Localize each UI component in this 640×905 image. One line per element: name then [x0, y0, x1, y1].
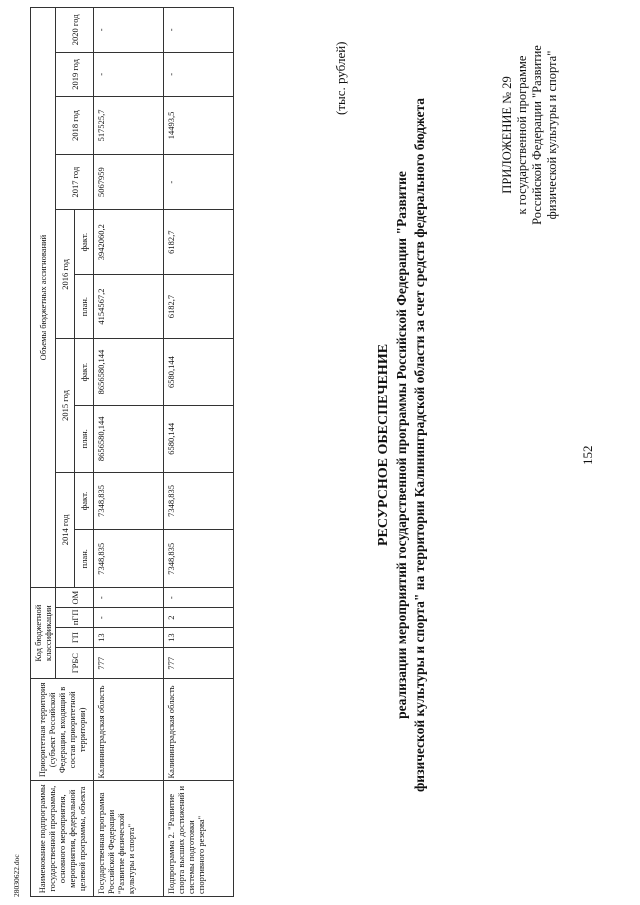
row-2018: 14493,5: [164, 97, 234, 155]
row-pgp: 2: [164, 608, 234, 628]
row-gp: 13: [164, 628, 234, 648]
table-row: [164, 8, 234, 897]
header-2017: 2017 год: [56, 154, 94, 210]
header-territory: Приоритетная территория (субъект Российской Федерации, входящий в состав приоритетной территории): [31, 679, 94, 781]
row-territory: Калининградская область: [94, 679, 164, 781]
title-line-1: РЕСУРСНОЕ ОБЕСПЕЧЕНИЕ: [376, 343, 391, 547]
title-line-2: реализации мероприятий государственной программы Российской Федерации "Развитие: [394, 171, 409, 719]
row-2017: -: [164, 154, 234, 210]
row-om: -: [164, 588, 234, 608]
units-label: (тыс. рублей): [333, 41, 348, 115]
header-row-1: [31, 8, 56, 897]
row-plan-2014: 7348,835: [164, 530, 234, 588]
header-grbs: ГРБС: [56, 648, 94, 679]
header-fact-2016: факт.: [75, 210, 94, 274]
header-gp: ГП: [56, 628, 94, 648]
row-2019: -: [164, 52, 234, 96]
header-plan-2014: план.: [75, 530, 94, 588]
header-2016: 2016 год: [56, 210, 75, 339]
row-fact-2015: 8656580,144: [94, 339, 164, 406]
header-allocations: Объемы бюджетных ассигнований: [31, 8, 56, 588]
row-plan-2015: 8656580,144: [94, 405, 164, 472]
row-grbs: 777: [164, 648, 234, 679]
row-territory: Калининградская область: [164, 679, 234, 781]
row-fact-2014: 7348,835: [94, 472, 164, 530]
header-2015: 2015 год: [56, 339, 75, 472]
row-plan-2016: 4154567,2: [94, 274, 164, 338]
row-2019: -: [94, 52, 164, 96]
row-gp: 13: [94, 628, 164, 648]
row-2018: 517525,7: [94, 97, 164, 155]
header-plan-2016: план.: [75, 274, 94, 338]
row-2020: -: [94, 8, 164, 53]
resource-table: [30, 7, 234, 897]
document-id: 28030622.doc: [12, 854, 21, 897]
row-plan-2016: 6182,7: [164, 274, 234, 338]
table-row: [94, 8, 164, 897]
row-2017: 5067959: [94, 154, 164, 210]
header-budget-code: Код бюджетной классификации: [31, 588, 56, 679]
header-2018: 2018 год: [56, 97, 94, 155]
row-om: -: [94, 588, 164, 608]
appendix-line-2: к государственной программе: [515, 55, 529, 215]
header-fact-2014: факт.: [75, 472, 94, 530]
row-name: Подпрограмма 2. "Развитие спорта высших достижений и системы подготовки спортивного резерва": [164, 781, 234, 897]
header-om: ОМ: [56, 588, 94, 608]
row-fact-2016: 6182,7: [164, 210, 234, 274]
row-pgp: -: [94, 608, 164, 628]
appendix-header: [500, 5, 560, 265]
page-number: 152: [580, 445, 595, 465]
header-pgp: пГП: [56, 608, 94, 628]
row-fact-2015: 6580,144: [164, 339, 234, 406]
row-fact-2014: 7348,835: [164, 472, 234, 530]
appendix-line-4: физической культуры и спорта": [545, 50, 559, 220]
header-2014: 2014 год: [56, 472, 75, 588]
row-fact-2016: 3942060,2: [94, 210, 164, 274]
row-2020: -: [164, 8, 234, 53]
document-title: [375, 45, 429, 845]
row-grbs: 777: [94, 648, 164, 679]
header-2019: 2019 год: [56, 52, 94, 96]
header-plan-2015: план.: [75, 405, 94, 472]
appendix-line-1: ПРИЛОЖЕНИЕ № 29: [500, 76, 514, 194]
header-fact-2015: факт.: [75, 339, 94, 406]
row-name: Государственная программа Российской Федерации "Развитие физической культуры и спорта": [94, 781, 164, 897]
header-2020: 2020 год: [56, 8, 94, 53]
appendix-line-3: Российской Федерации "Развитие: [530, 45, 544, 225]
row-plan-2014: 7348,835: [94, 530, 164, 588]
title-line-3: физической культуры и спорта" на территории Калининградской области за счет средств федерального бюджета: [412, 97, 427, 793]
header-name: Наименование подпрограммы государственной программы, основного мероприятия, мероприятия, федеральной целевой программы, объекта: [31, 781, 94, 897]
row-plan-2015: 6580,144: [164, 405, 234, 472]
